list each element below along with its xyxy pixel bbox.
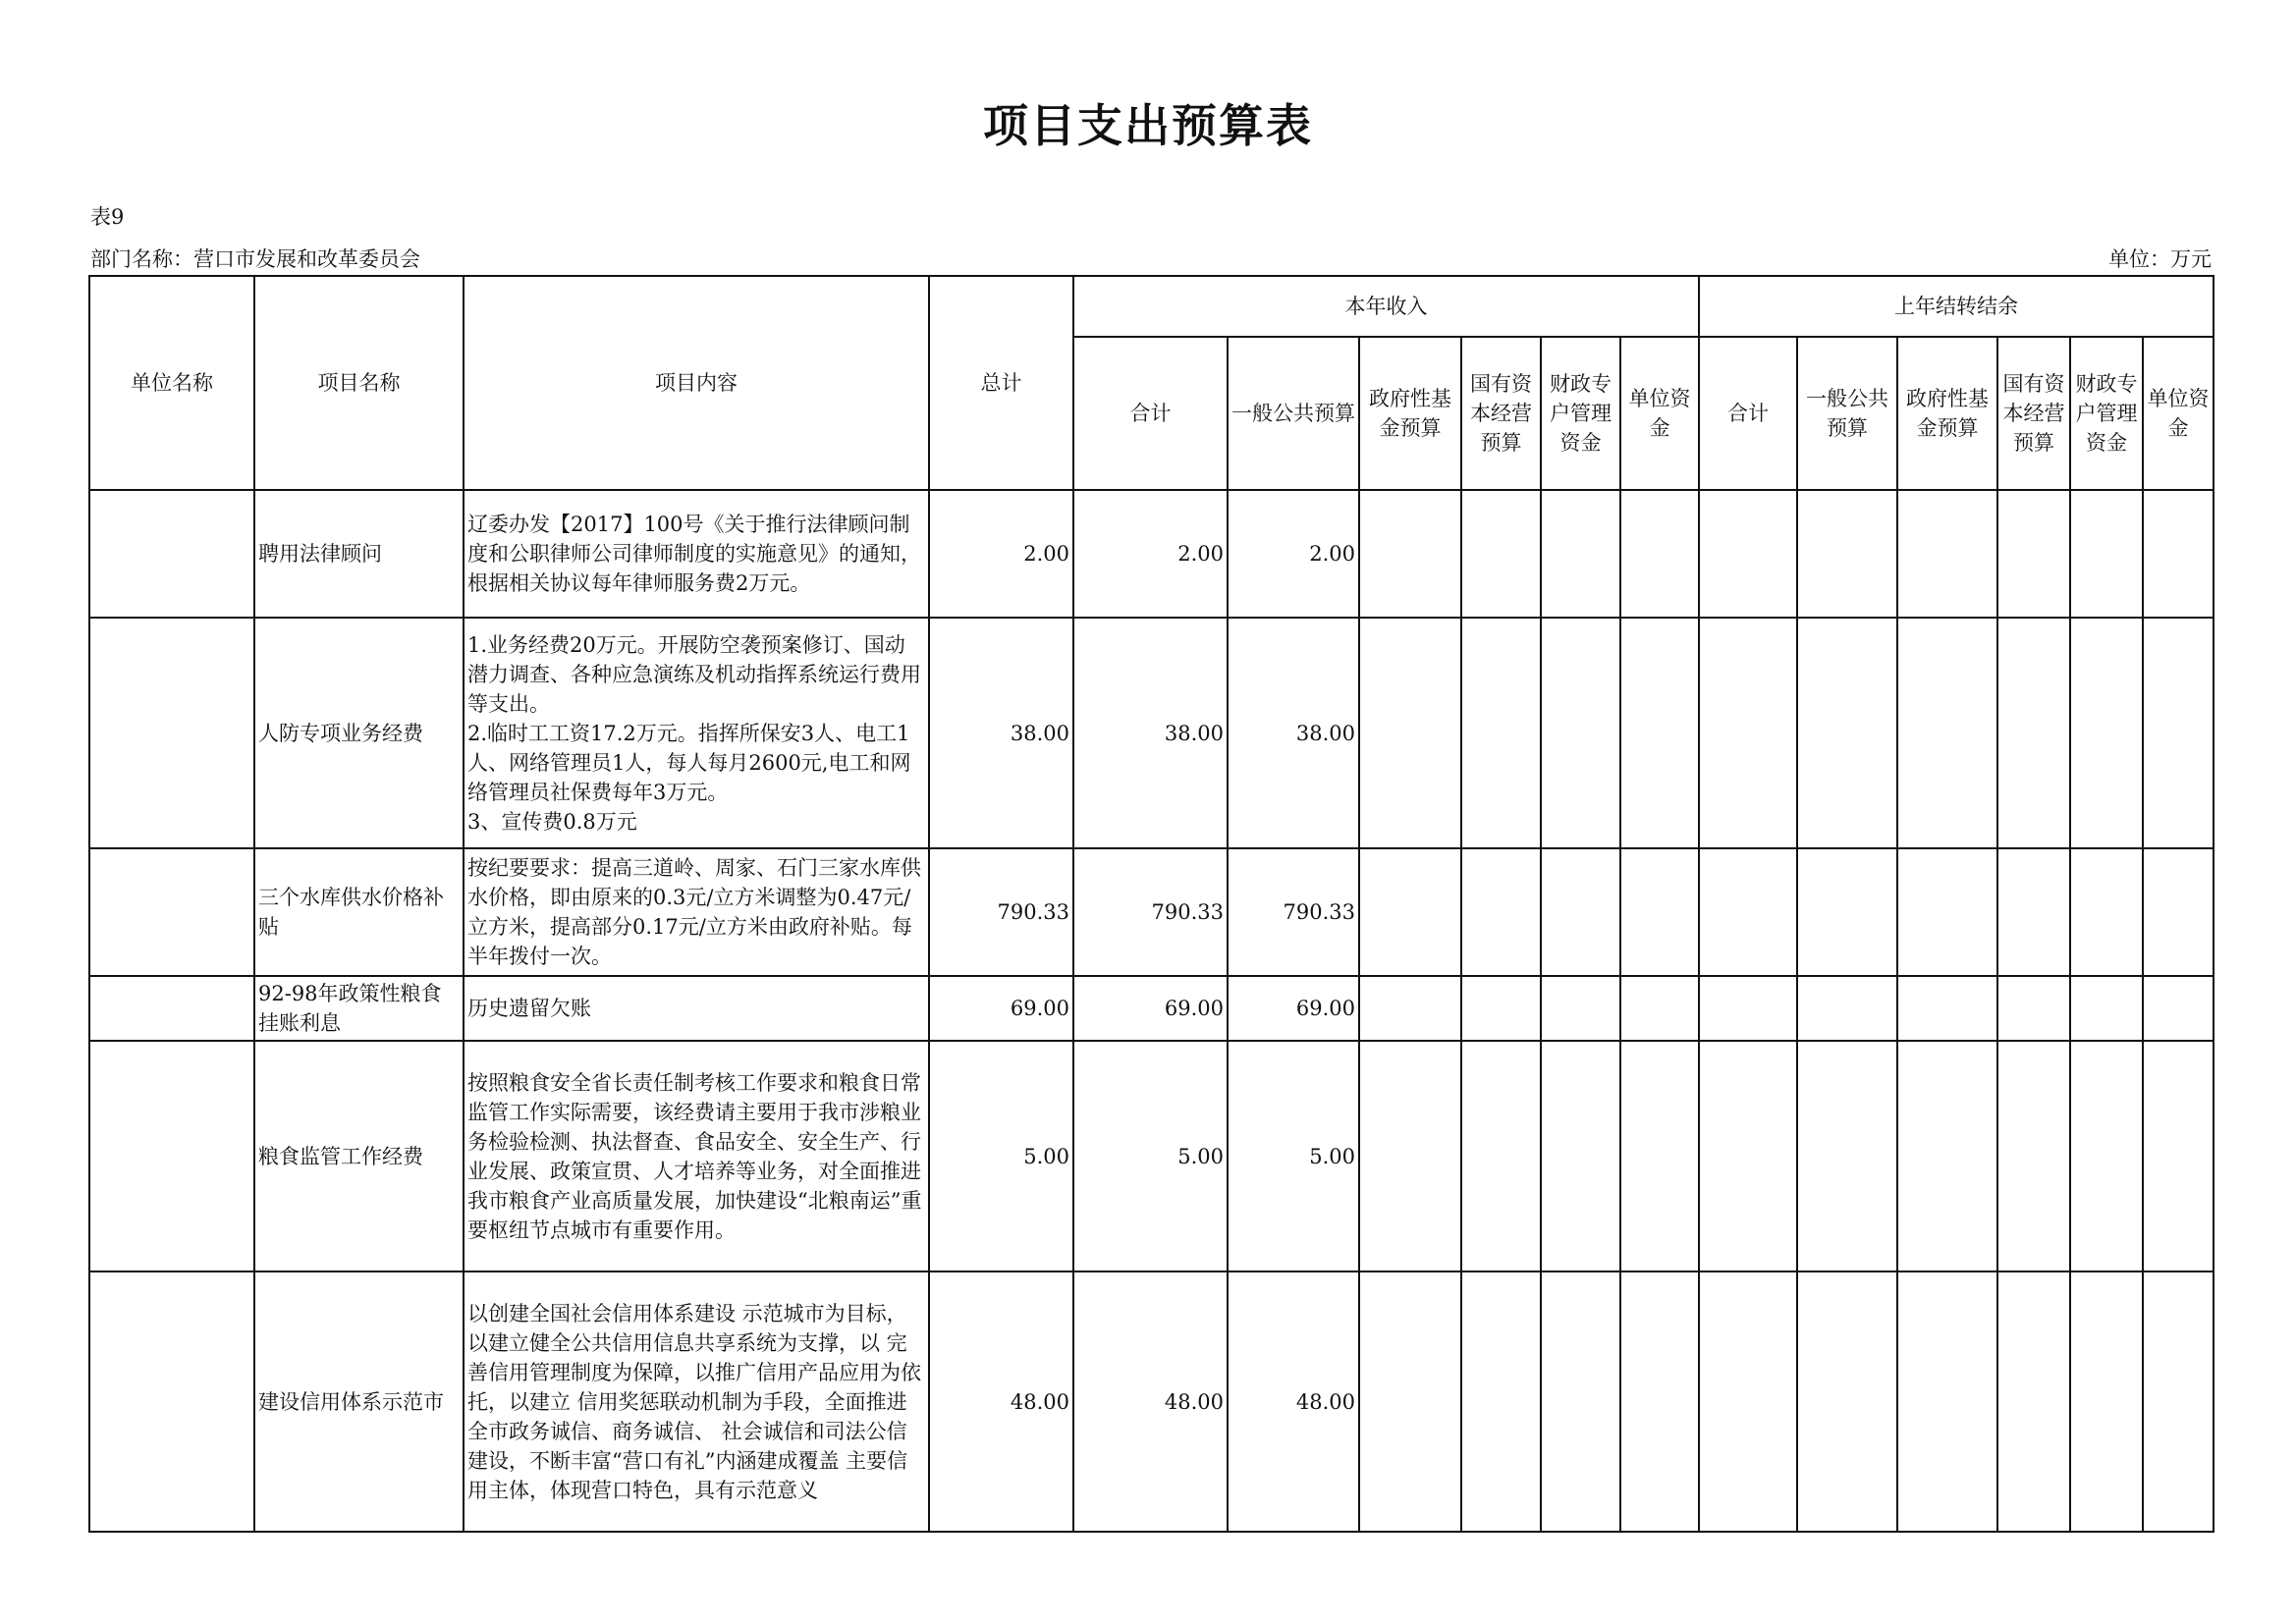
cell-empty [1620,976,1699,1041]
cell-unit-name [89,490,254,618]
header-income-general-budget: 一般公共预算 [1228,337,1359,490]
cell-project-name: 92-98年政策性粮食挂账利息 [254,976,464,1041]
cell-empty [2070,1271,2143,1532]
cell-income-general-budget: 2.00 [1228,490,1359,618]
cell-total: 69.00 [929,976,1073,1041]
cell-empty [1897,618,1997,848]
cell-empty [1797,976,1897,1041]
cell-empty [1699,618,1797,848]
cell-empty [1699,1041,1797,1271]
cell-project-content: 辽委办发【2017】100号《关于推行法律顾问制度和公职律师公司律师制度的实施意见》的通知，根据相关协议每年律师服务费2万元。 [464,490,929,618]
cell-empty [1620,1271,1699,1532]
header-income-sum: 合计 [1073,337,1228,490]
cell-total: 48.00 [929,1271,1073,1532]
header-income-gov-fund: 政府性基金预算 [1359,337,1461,490]
cell-empty [1699,976,1797,1041]
cell-empty [1359,1041,1461,1271]
cell-empty [1541,618,1620,848]
cell-income-general-budget: 48.00 [1228,1271,1359,1532]
header-income-state-capital: 国有资本经营预算 [1461,337,1541,490]
cell-income-general-budget: 69.00 [1228,976,1359,1041]
cell-empty [1997,1041,2070,1271]
cell-income-sum: 2.00 [1073,490,1228,618]
cell-project-name: 建设信用体系示范市 [254,1271,464,1532]
cell-total: 38.00 [929,618,1073,848]
cell-empty [1541,1041,1620,1271]
table-row [89,1271,2214,1532]
header-carry-general-budget: 一般公共预算 [1797,337,1897,490]
cell-project-name: 粮食监管工作经费 [254,1041,464,1271]
cell-empty [1997,618,2070,848]
header-unit-name: 单位名称 [89,276,254,490]
cell-project-name: 三个水库供水价格补贴 [254,848,464,976]
cell-empty [1359,1271,1461,1532]
header-project-name: 项目名称 [254,276,464,490]
cell-income-general-budget: 790.33 [1228,848,1359,976]
budget-table [88,275,2214,1533]
header-total: 总计 [929,276,1073,490]
cell-empty [1461,618,1541,848]
cell-income-general-budget: 5.00 [1228,1041,1359,1271]
table-number: 表9 [90,205,125,229]
cell-empty [1461,1041,1541,1271]
cell-empty [2143,848,2214,976]
header-income-unit-fund: 单位资金 [1620,337,1699,490]
table-row [89,976,2214,1041]
cell-income-sum: 38.00 [1073,618,1228,848]
cell-empty [2143,1271,2214,1532]
cell-empty [2070,618,2143,848]
cell-income-sum: 69.00 [1073,976,1228,1041]
cell-unit-name [89,976,254,1041]
cell-empty [1997,976,2070,1041]
cell-empty [2070,1041,2143,1271]
cell-total: 2.00 [929,490,1073,618]
cell-empty [1997,848,2070,976]
cell-total: 790.33 [929,848,1073,976]
cell-unit-name [89,618,254,848]
page-title: 项目支出预算表 [983,99,1313,152]
cell-unit-name [89,848,254,976]
cell-empty [1997,1271,2070,1532]
cell-empty [1897,490,1997,618]
cell-empty [1797,1041,1897,1271]
header-income-fiscal-special: 财政专户管理资金 [1541,337,1620,490]
cell-empty [2143,618,2214,848]
cell-project-name: 人防专项业务经费 [254,618,464,848]
cell-empty [1620,490,1699,618]
cell-total: 5.00 [929,1041,1073,1271]
cell-empty [1541,1271,1620,1532]
cell-empty [1699,848,1797,976]
cell-empty [1359,618,1461,848]
cell-empty [1461,490,1541,618]
cell-empty [1541,490,1620,618]
cell-empty [1541,976,1620,1041]
cell-empty [1897,976,1997,1041]
table-row [89,1041,2214,1271]
cell-empty [2143,1041,2214,1271]
cell-project-content: 历史遗留欠账 [464,976,929,1041]
header-carry-gov-fund: 政府性基金预算 [1897,337,1997,490]
header-carry-sum: 合计 [1699,337,1797,490]
cell-income-general-budget: 38.00 [1228,618,1359,848]
table-row [89,618,2214,848]
cell-empty [1359,976,1461,1041]
cell-empty [2070,848,2143,976]
cell-empty [2070,976,2143,1041]
cell-empty [2143,490,2214,618]
cell-empty [1359,848,1461,976]
cell-empty [1797,618,1897,848]
cell-project-name: 聘用法律顾问 [254,490,464,618]
cell-empty [1897,848,1997,976]
cell-project-content: 按照粮食安全省长责任制考核工作要求和粮食日常监管工作实际需要，该经费请主要用于我市涉粮业务检验检测、执法督查、食品安全、安全生产、行业发展、政策宣贯、人才培养等业务，对全面推进我市粮食产业高质量发展，加快建设“北粮南运”重要枢纽节点城市有重要作用。 [464,1041,929,1271]
department-name: 部门名称：营口市发展和改革委员会 [90,247,420,271]
cell-empty [1461,1271,1541,1532]
cell-empty [1699,1271,1797,1532]
currency-unit: 单位：万元 [2108,247,2212,271]
header-carry-unit-fund: 单位资金 [2143,337,2214,490]
cell-unit-name [89,1271,254,1532]
cell-income-sum: 790.33 [1073,848,1228,976]
cell-empty [1620,1041,1699,1271]
header-carry-fiscal-special: 财政专户管理资金 [2070,337,2143,490]
cell-empty [1620,848,1699,976]
header-carry-state-capital: 国有资本经营预算 [1997,337,2070,490]
cell-empty [1997,490,2070,618]
cell-empty [1461,976,1541,1041]
cell-empty [1797,848,1897,976]
cell-project-content: 以创建全国社会信用体系建设 示范城市为目标，以建立健全公共信用信息共享系统为支撑，以 完善信用管理制度为保障，以推广信用产品应用为依托，以建立 信用奖惩联动机制为手段，全面推进全市政务诚信、商务诚信、 社会诚信和司法公信建设，不断丰富“营口有礼”内涵建成覆盖 主要信用主体，体现营口特色，具有示范意义 [464,1271,929,1532]
cell-empty [1359,490,1461,618]
header-current-income: 本年收入 [1073,276,1699,337]
cell-unit-name [89,1041,254,1271]
table-row [89,848,2214,976]
header-project-content: 项目内容 [464,276,929,490]
cell-empty [1897,1271,1997,1532]
cell-empty [2070,490,2143,618]
header-carryover: 上年结转结余 [1699,276,2214,337]
cell-empty [1797,1271,1897,1532]
cell-project-content: 按纪要要求：提高三道岭、周家、石门三家水库供水价格，即由原来的0.3元/立方米调整为0.47元/立方米，提高部分0.17元/立方米由政府补贴。每半年拨付一次。 [464,848,929,976]
cell-empty [1461,848,1541,976]
cell-empty [2143,976,2214,1041]
cell-income-sum: 48.00 [1073,1271,1228,1532]
cell-empty [1897,1041,1997,1271]
cell-income-sum: 5.00 [1073,1041,1228,1271]
cell-empty [1699,490,1797,618]
cell-empty [1541,848,1620,976]
cell-empty [1797,490,1897,618]
cell-empty [1620,618,1699,848]
cell-project-content: 1.业务经费20万元。开展防空袭预案修订、国动潜力调查、各种应急演练及机动指挥系统运行费用等支出。 2.临时工工资17.2万元。指挥所保安3人、电工1人、网络管理员1人，每人每月2600元,电工和网络管理员社保费每年3万元。 3、宣传费0.8万元 [464,618,929,848]
table-row [89,490,2214,618]
